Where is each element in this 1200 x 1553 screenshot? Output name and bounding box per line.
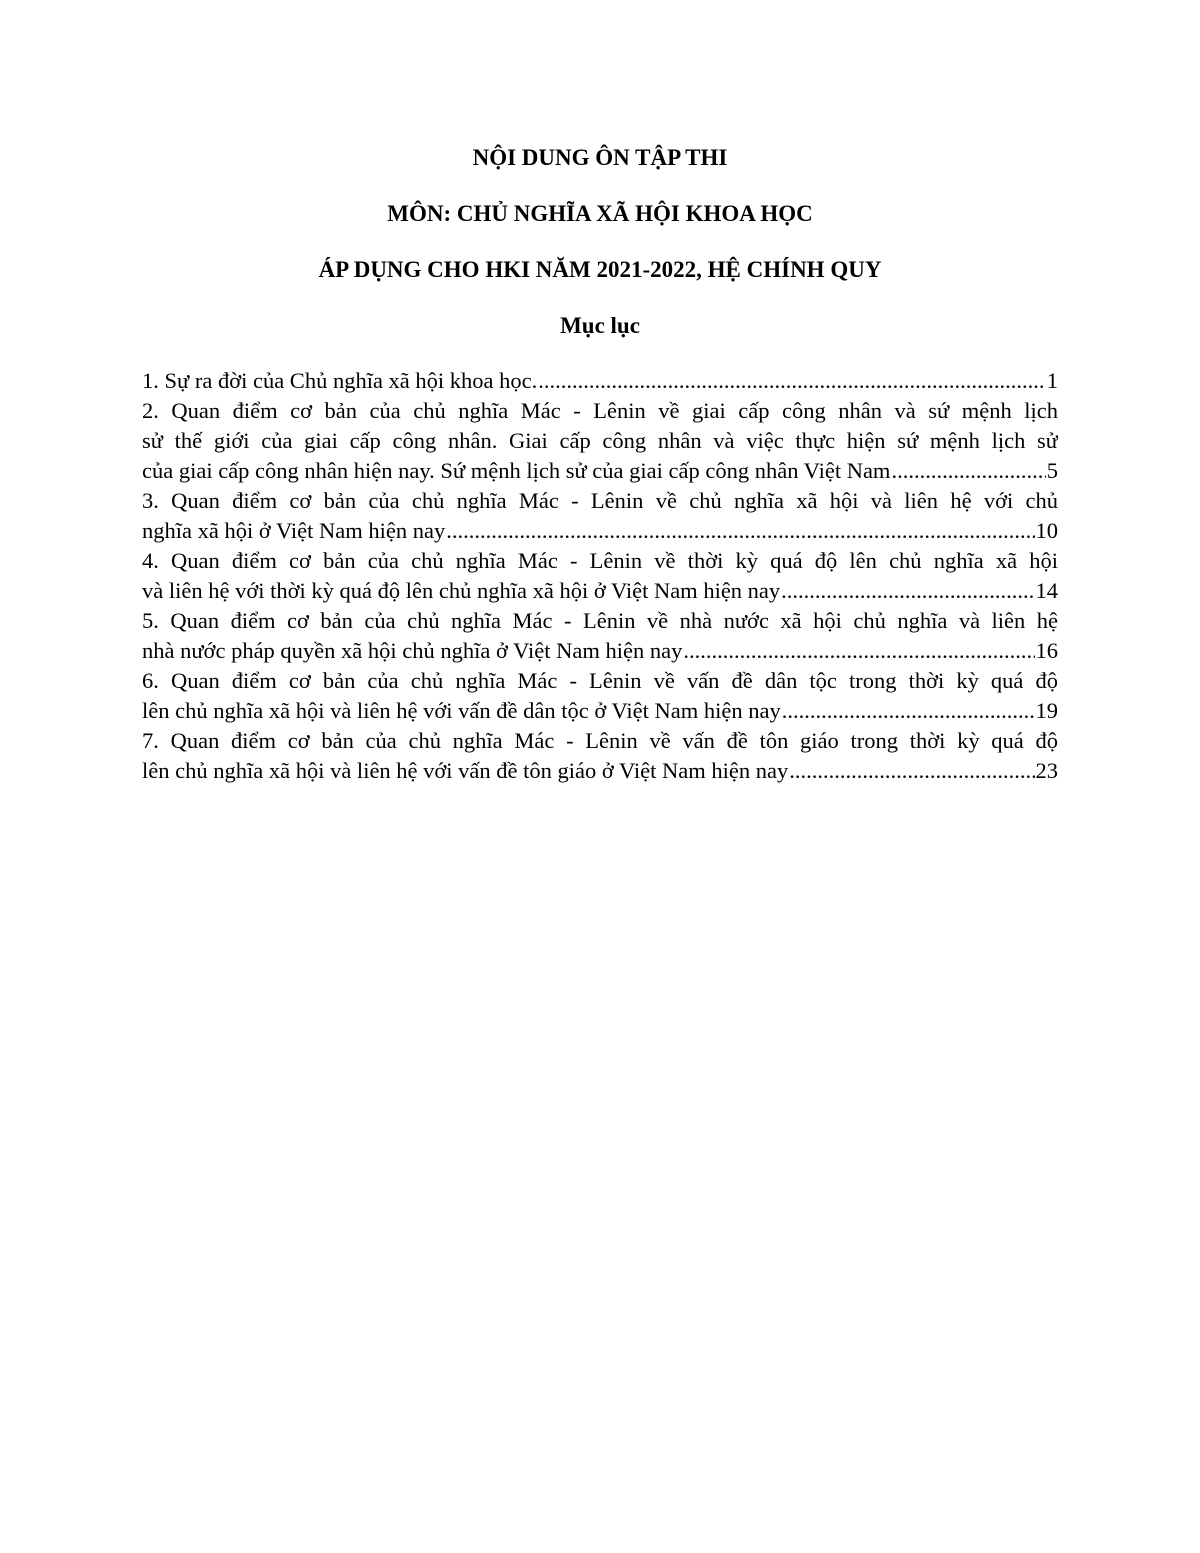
- table-of-contents: [142, 366, 1058, 786]
- toc-entry[interactable]: [142, 546, 1058, 606]
- toc-entry-text: 6. Quan điểm cơ bản của chủ nghĩa Mác - Lênin về vấn đề dân tộc trong thời kỳ quá độ: [142, 668, 1058, 693]
- toc-leader-dots: [683, 636, 1034, 666]
- toc-entry-text: lên chủ nghĩa xã hội và liên hệ với vấn đề dân tộc ở Việt Nam hiện nay: [142, 698, 781, 723]
- toc-leader-dots: [446, 516, 1034, 546]
- toc-entry-text: lên chủ nghĩa xã hội và liên hệ với vấn đề tôn giáo ở Việt Nam hiện nay: [142, 758, 789, 783]
- toc-heading: Mục lục: [560, 313, 640, 338]
- toc-entry[interactable]: [142, 606, 1058, 666]
- toc-leader-dots: [538, 366, 1045, 396]
- toc-entry-text: 2. Quan điểm cơ bản của chủ nghĩa Mác - Lênin về giai cấp công nhân và sứ mệnh lịch: [142, 398, 1058, 423]
- toc-page-number: 1: [1046, 368, 1058, 393]
- toc-page-number: 5: [1046, 458, 1058, 483]
- toc-entry-text: và liên hệ với thời kỳ quá độ lên chủ nghĩa xã hội ở Việt Nam hiện nay: [142, 578, 781, 603]
- toc-entry-text: 7. Quan điểm cơ bản của chủ nghĩa Mác - Lênin về vấn đề tôn giáo trong thời kỳ quá độ: [142, 728, 1058, 753]
- toc-leader-dots: [781, 576, 1034, 606]
- toc-entry[interactable]: [142, 486, 1058, 546]
- subject-title: MÔN: CHỦ NGHĨA XÃ HỘI KHOA HỌC: [387, 201, 813, 226]
- toc-entry[interactable]: [142, 366, 1058, 396]
- toc-entry-text: 1. Sự ra đời của Chủ nghĩa xã hội khoa học.: [142, 368, 538, 393]
- toc-entry-text: 5. Quan điểm cơ bản của chủ nghĩa Mác - Lênin về nhà nước xã hội chủ nghĩa và liên hệ: [142, 608, 1058, 633]
- toc-leader-dots: [891, 456, 1045, 486]
- toc-entry[interactable]: [142, 726, 1058, 786]
- toc-entry[interactable]: [142, 396, 1058, 486]
- toc-entry-text: 3. Quan điểm cơ bản của chủ nghĩa Mác - Lênin về chủ nghĩa xã hội và liên hệ với chủ: [142, 488, 1058, 513]
- toc-entry-text: nghĩa xã hội ở Việt Nam hiện nay: [142, 518, 446, 543]
- toc-page-number: 14: [1035, 578, 1058, 603]
- toc-leader-dots: [789, 756, 1034, 786]
- toc-page-number: 23: [1035, 758, 1058, 783]
- toc-page-number: 19: [1035, 698, 1058, 723]
- toc-page-number: 16: [1035, 638, 1058, 663]
- toc-entry[interactable]: [142, 666, 1058, 726]
- toc-entry-text: sử thế giới của giai cấp công nhân. Giai cấp công nhân và việc thực hiện sứ mệnh lịch sử: [142, 428, 1058, 453]
- toc-entry-text: nhà nước pháp quyền xã hội chủ nghĩa ở Việt Nam hiện nay: [142, 638, 683, 663]
- toc-entry-text: 4. Quan điểm cơ bản của chủ nghĩa Mác - Lênin về thời kỳ quá độ lên chủ nghĩa xã hội: [142, 548, 1058, 573]
- toc-entry-text: của giai cấp công nhân hiện nay. Sứ mệnh lịch sử của giai cấp công nhân Việt Nam: [142, 458, 891, 483]
- document-title: NỘI DUNG ÔN TẬP THI: [472, 145, 728, 170]
- scope-title: ÁP DỤNG CHO HKI NĂM 2021-2022, HỆ CHÍNH QUY: [318, 257, 882, 282]
- toc-leader-dots: [782, 696, 1035, 726]
- toc-page-number: 10: [1035, 518, 1058, 543]
